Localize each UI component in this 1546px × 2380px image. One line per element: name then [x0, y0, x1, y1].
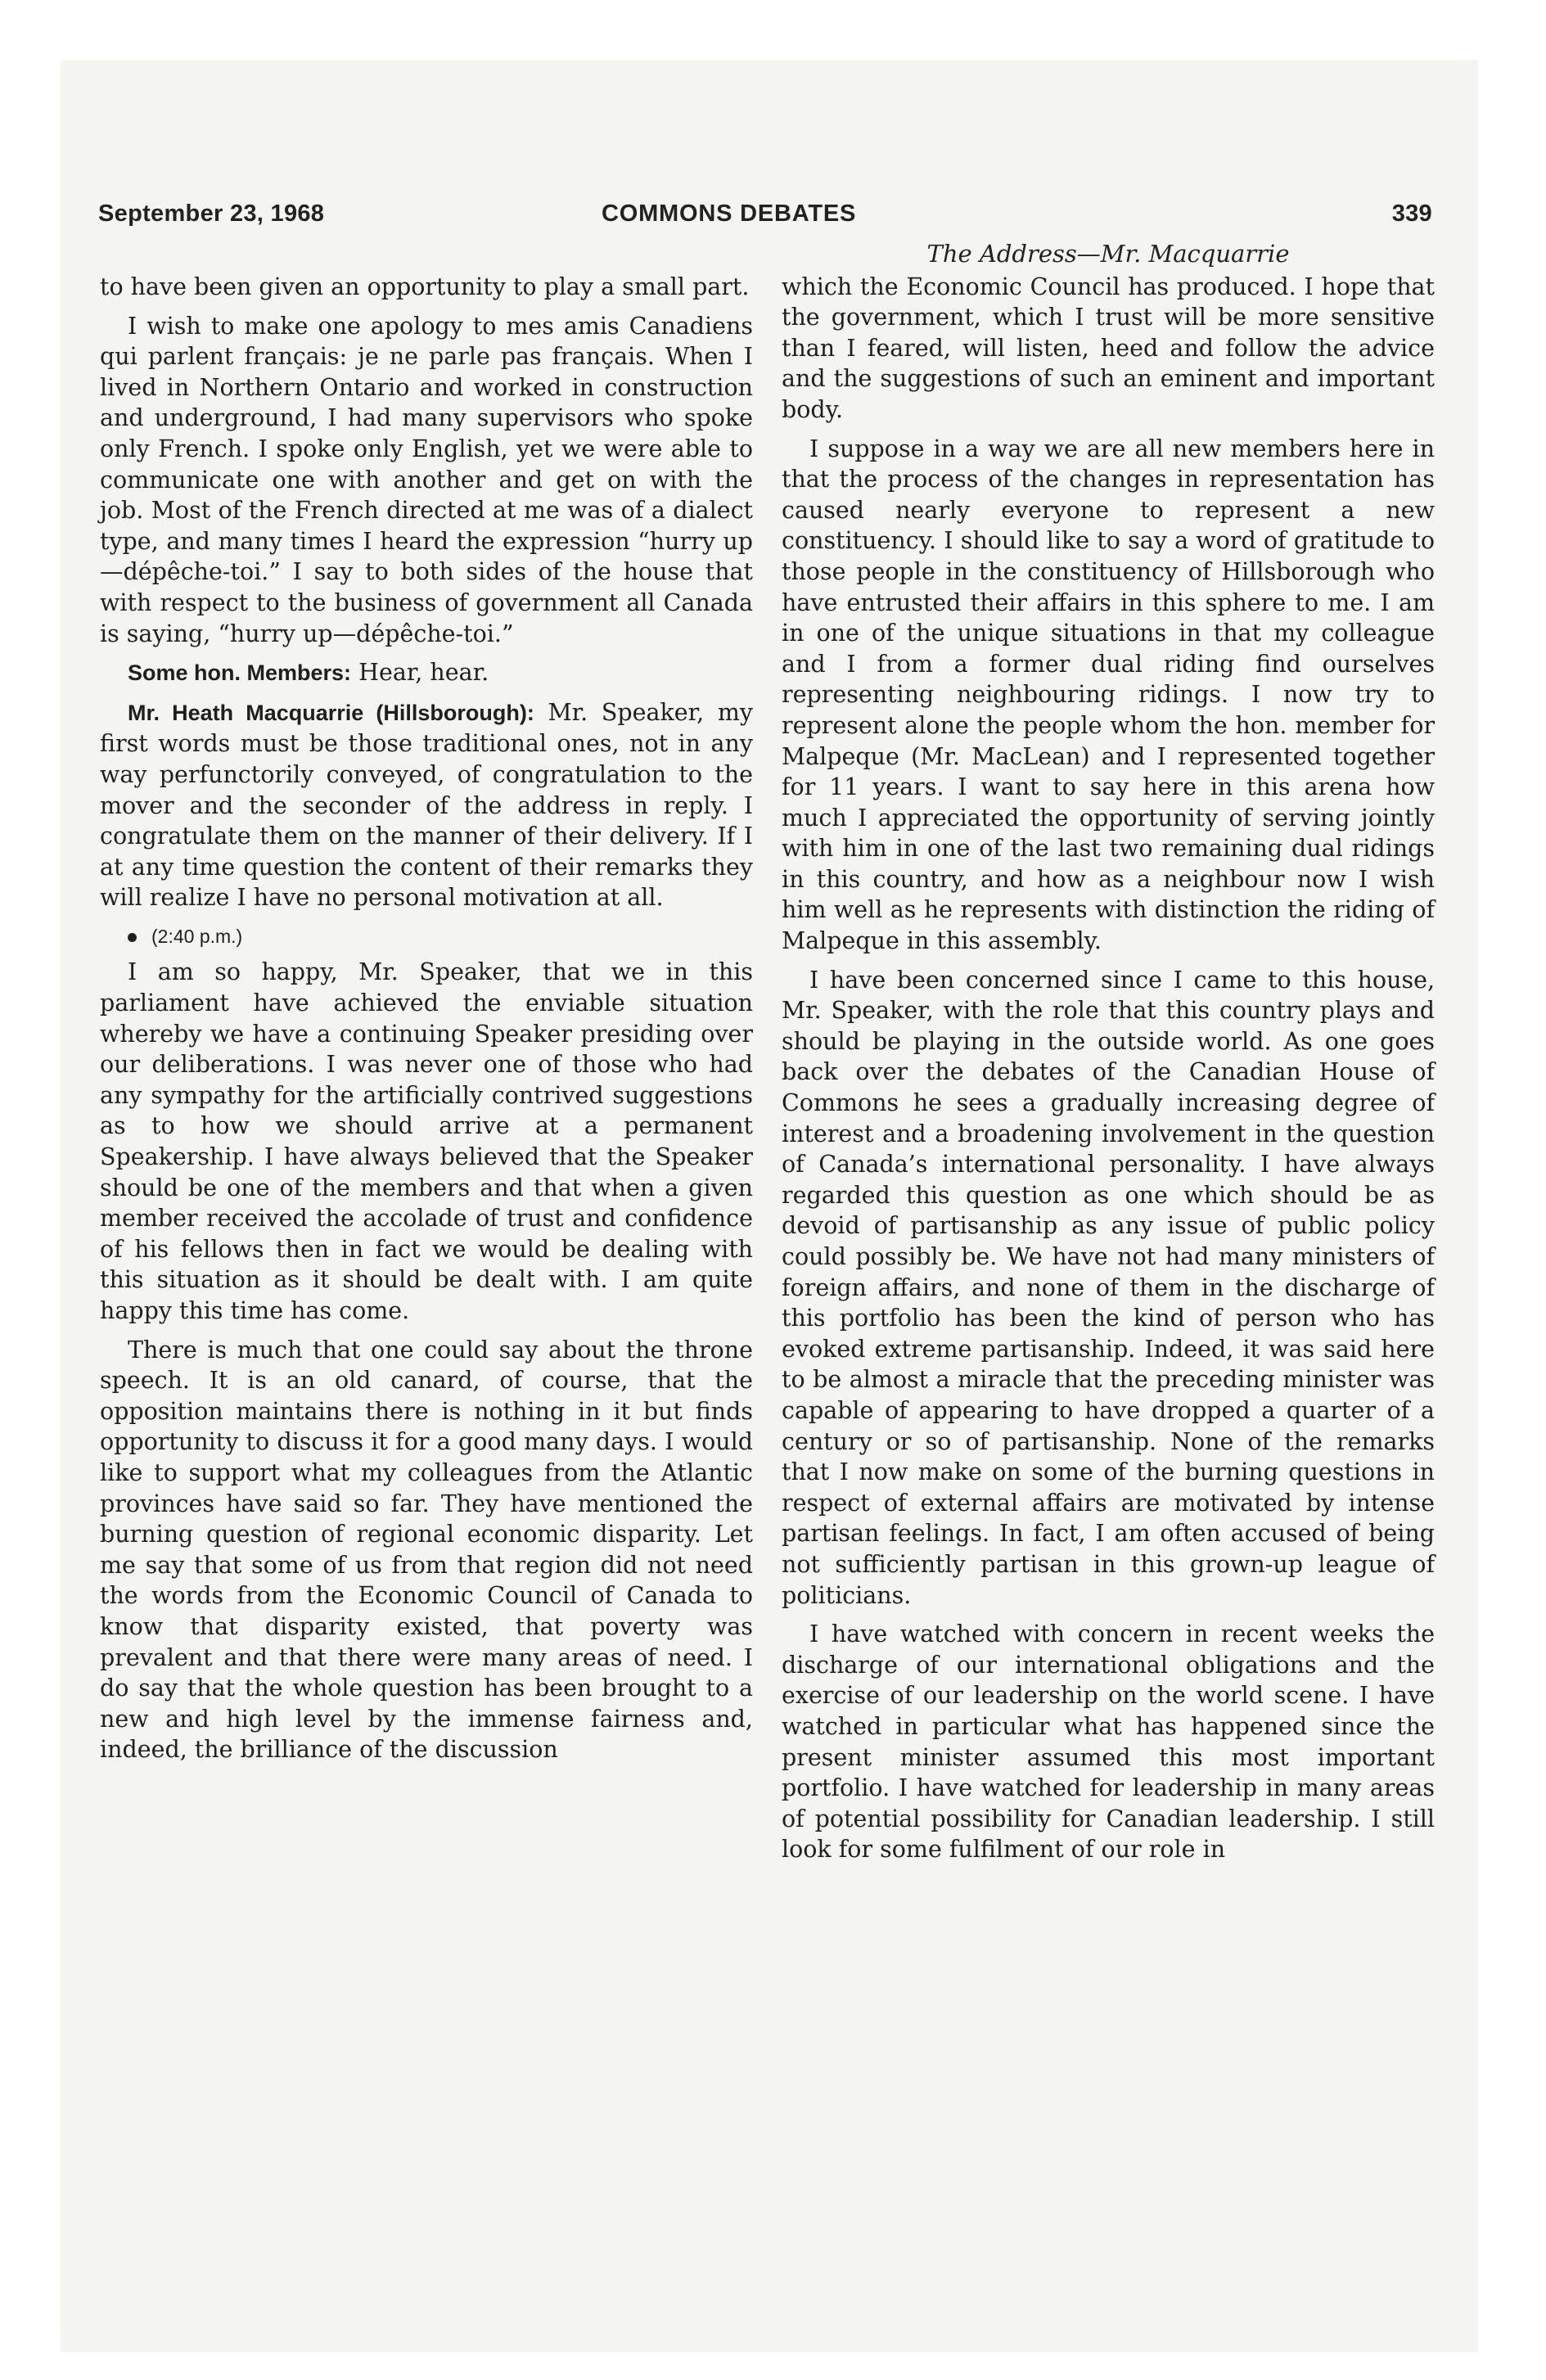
bullet-icon [128, 933, 137, 942]
paragraph: to have been given an opportunity to play a small part. [100, 273, 750, 300]
paragraph: I am so happy, Mr. Speaker, that we in this parliament have achieved the enviable situation whereby we have a continuing Speaker presiding over our deliberations. I was never one of those who had any sympathy for the artificially contrived suggestions as to how we should arrive at a permanent Speakership. I have always believed that the Speaker should be one of the members and that when a given member received the accolade of trust and confidence of his fellows then in fact we would be dealing with this situation as it should be dealt with. I am quite happy this time has come. [100, 958, 753, 1324]
right-column [782, 239, 1435, 1873]
paragraph: There is much that one could say about the throne speech. It is an old canard, of course, that the opposition maintains there is nothing in it but finds opportunity to discuss it for a good many days. I would like to support what my colleagues from the Atlantic provinces have said so far. They have mentioned the burning question of regional economic disparity. Let me say that some of us from that region did not need the words from the Economic Council of Canada to know that disparity existed, that poverty was prevalent and that there were many areas of need. I do say that the whole question has been brought to a new and high level by the immense fairness and, indeed, the brilliance of the discussion [100, 1336, 753, 1764]
speaker-paragraph [100, 657, 753, 689]
paragraph: I wish to make one apology to mes amis Canadiens qui parlent français: je ne parle pas français. When I lived in Northern Ontario and worked in construction and underground, I had many supervisors who spoke only French. I spoke only English, yet we were able to communicate one with another and get on with the job. Most of the French directed at me was of a dialect type, and many times I heard the expression “hurry up—dépêche-toi.” I say to both sides of the house that with respect to the business of government all Canada is saying, “hurry up—dépêche-toi.” [100, 312, 753, 647]
speaker-paragraph [100, 697, 753, 913]
paragraph: I have been concerned since I came to this house, Mr. Speaker, with the role that this country plays and should be playing in the outside world. As one goes back over the debates of the Canadian House of Commons he sees a gradually increasing degree of interest and a broadening involvement in the question of Canada’s international personality. I have always regarded this question as one which should be as devoid of partisanship as any issue of public policy could possibly be. We have not had many ministers of foreign affairs, and none of them in the discharge of this portfolio has been the kind of person who has evoked extreme partisanship. Indeed, it was said here to be almost a miracle that the preceding minister was capable of appearing to have dropped a quarter of a century or so of partisanship. None of the remarks that I now make on some of the burning questions in respect of external affairs are motivated by intense partisan feelings. In fact, I am often accused of being not sufficiently partisan in this grown-up league of politicians. [782, 966, 1435, 1609]
header-title: COMMONS DEBATES [602, 201, 857, 227]
paragraph: which the Economic Council has produced. I hope that the government, which I trust will be more sensitive than I feared, will listen, heed and follow the advice and the suggestions of such an eminent and important body. [782, 273, 1435, 423]
running-header [98, 201, 1432, 233]
left-column [100, 272, 753, 1774]
timestamp-text: (2:40 p.m.) [151, 925, 243, 947]
header-date: September 23, 1968 [98, 201, 325, 227]
section-subhead: The Address—Mr. Macquarrie [926, 240, 1290, 268]
page-number: 339 [1391, 201, 1432, 227]
speaker-name: Mr. Heath Macquarrie (Hillsborough): [128, 700, 534, 725]
paragraph: I suppose in a way we are all new members here in that the process of the changes in representation has caused nearly everyone to represent a new constituency. I should like to say a word of gratitude to those people in the constituency of Hillsborough who have entrusted their affairs in this sphere to me. I am in one of the unique situations in that my colleague and I from a former dual riding find ourselves representing neighbouring ridings. I now try to represent alone the people whom the hon. member for Malpeque (Mr. MacLean) and I represented together for 11 years. I want to say here in this arena how much I appreciated the opportunity of serving jointly with him in one of the last two remaining dual ridings in this country, and how as a neighbour now I wish him well as he represents with distinction the riding of Malpeque in this assembly. [782, 435, 1435, 955]
speech-text: Mr. Speaker, my first words must be those traditional ones, not in any way perfunctorily conveyed, of congratulation to the mover and the seconder of the address in reply. I congratulate them on the manner of their delivery. If I at any time question the content of their remarks they will realize I have no personal motivation at all. [100, 698, 753, 912]
timestamp [128, 922, 753, 953]
paragraph: I have watched with concern in recent weeks the discharge of our international obligations and the exercise of our leadership on the world scene. I have watched in particular what has happened since the present minister assumed this most important portfolio. I have watched for leadership in many areas of potential possibility for Canadian leadership. I still look for some fulfilment of our role in [782, 1620, 1435, 1864]
speech-text: Hear, hear. [351, 659, 489, 687]
speaker-name: Some hon. Members: [128, 660, 352, 686]
